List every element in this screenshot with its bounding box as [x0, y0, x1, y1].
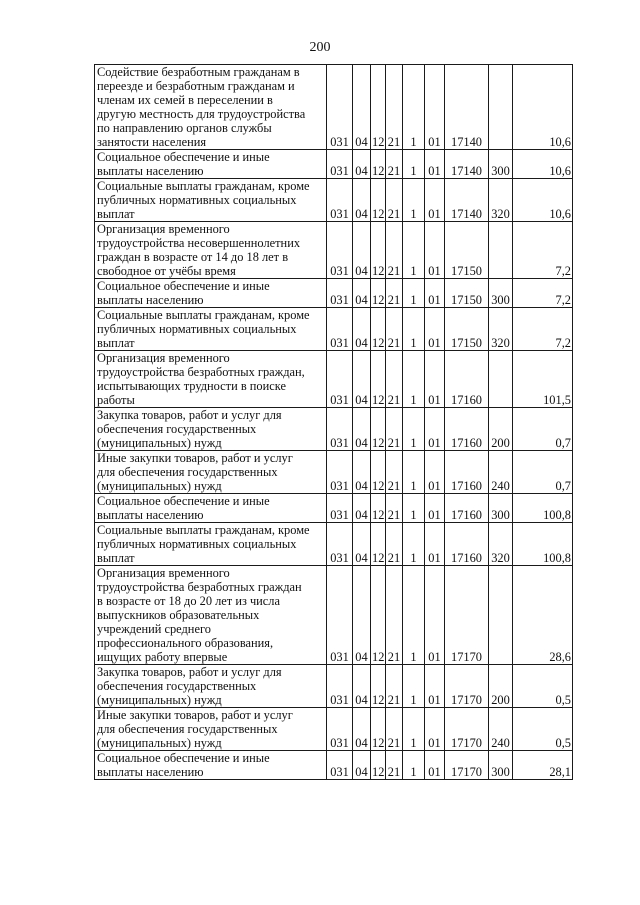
expense-name-cell [95, 751, 327, 780]
table-row [95, 523, 573, 566]
direction-code-cell: 17140 [445, 150, 489, 179]
expense-name-line: публичных нормативных социальных [97, 193, 297, 207]
expense-type-code-cell: 320 [489, 308, 513, 351]
expense-name-cell [95, 222, 327, 279]
expense-name-line: Социальное обеспечение и иные [97, 751, 270, 765]
table-body [95, 65, 573, 780]
expense-name-line: учреждений среднего [97, 622, 211, 636]
ministry-code-cell: 031 [327, 751, 353, 780]
budget-table [94, 64, 573, 780]
expense-name-cell [95, 708, 327, 751]
program-code-cell: 21 [386, 408, 403, 451]
ministry-code-cell: 031 [327, 308, 353, 351]
subsection-code-cell: 12 [371, 665, 386, 708]
amount-cell: 10,6 [513, 179, 573, 222]
amount-cell: 0,7 [513, 408, 573, 451]
expense-name-cell [95, 65, 327, 150]
direction-code-cell: 17150 [445, 222, 489, 279]
subprogram-code-cell: 1 [403, 523, 425, 566]
expense-name-line: граждан в возрасте от 14 до 18 лет в [97, 250, 289, 264]
subsection-code-cell: 12 [371, 222, 386, 279]
direction-code-cell: 17140 [445, 65, 489, 150]
section-code-cell: 04 [353, 708, 371, 751]
program-code-cell: 21 [386, 751, 403, 780]
expense-name-line: Социальные выплаты гражданам, кроме [97, 179, 310, 193]
expense-name-line: Социальное обеспечение и иные [97, 494, 270, 508]
program-code-cell: 21 [386, 179, 403, 222]
table-row [95, 751, 573, 780]
expense-name-line: профессионального образования, [97, 636, 274, 650]
expense-name-line: ищущих работу впервые [97, 650, 228, 664]
table-row [95, 708, 573, 751]
ministry-code-cell: 031 [327, 65, 353, 150]
expense-name-line: выплаты населению [97, 164, 204, 178]
direction-code-cell: 17170 [445, 751, 489, 780]
expense-type-code-cell: 300 [489, 494, 513, 523]
expense-name-line: трудоустройства безработных граждан [97, 580, 302, 594]
expense-name-line: Организация временного [97, 566, 230, 580]
subprogram-code-cell: 1 [403, 222, 425, 279]
expense-name-line: Иные закупки товаров, работ и услуг [97, 451, 293, 465]
direction-code-cell: 17170 [445, 665, 489, 708]
main-activity-code-cell: 01 [425, 494, 445, 523]
subprogram-code-cell: 1 [403, 665, 425, 708]
main-activity-code-cell: 01 [425, 351, 445, 408]
subprogram-code-cell: 1 [403, 308, 425, 351]
subsection-code-cell: 12 [371, 451, 386, 494]
expense-name-cell [95, 279, 327, 308]
expense-name-line: занятости населения [97, 135, 207, 149]
section-code-cell: 04 [353, 494, 371, 523]
ministry-code-cell: 031 [327, 279, 353, 308]
direction-code-cell: 17170 [445, 566, 489, 665]
subprogram-code-cell: 1 [403, 708, 425, 751]
expense-name-line: выплат [97, 207, 135, 221]
table-row [95, 222, 573, 279]
expense-name-line: Организация временного [97, 351, 230, 365]
expense-type-code-cell [489, 65, 513, 150]
subsection-code-cell: 12 [371, 279, 386, 308]
expense-name-line: Содействие безработным гражданам в [97, 65, 300, 79]
subprogram-code-cell: 1 [403, 451, 425, 494]
subprogram-code-cell: 1 [403, 751, 425, 780]
ministry-code-cell: 031 [327, 566, 353, 665]
direction-code-cell: 17160 [445, 408, 489, 451]
amount-cell: 0,5 [513, 665, 573, 708]
ministry-code-cell: 031 [327, 150, 353, 179]
expense-name-line: обеспечения государственных [97, 679, 257, 693]
main-activity-code-cell: 01 [425, 708, 445, 751]
ministry-code-cell: 031 [327, 708, 353, 751]
main-activity-code-cell: 01 [425, 408, 445, 451]
ministry-code-cell: 031 [327, 494, 353, 523]
section-code-cell: 04 [353, 523, 371, 566]
main-activity-code-cell: 01 [425, 179, 445, 222]
subsection-code-cell: 12 [371, 351, 386, 408]
direction-code-cell: 17160 [445, 451, 489, 494]
ministry-code-cell: 031 [327, 222, 353, 279]
subsection-code-cell: 12 [371, 494, 386, 523]
direction-code-cell: 17160 [445, 494, 489, 523]
expense-name-line: выплаты населению [97, 508, 204, 522]
expense-name-cell [95, 494, 327, 523]
direction-code-cell: 17140 [445, 179, 489, 222]
expense-name-cell [95, 451, 327, 494]
table-row [95, 566, 573, 665]
expense-name-cell [95, 665, 327, 708]
expense-type-code-cell: 320 [489, 523, 513, 566]
expense-name-cell [95, 308, 327, 351]
ministry-code-cell: 031 [327, 351, 353, 408]
section-code-cell: 04 [353, 451, 371, 494]
expense-name-line: Социальное обеспечение и иные [97, 279, 270, 293]
amount-cell: 7,2 [513, 279, 573, 308]
expense-name-line: (муниципальных) нужд [97, 479, 222, 493]
program-code-cell: 21 [386, 279, 403, 308]
expense-name-line: (муниципальных) нужд [97, 736, 222, 750]
amount-cell: 101,5 [513, 351, 573, 408]
program-code-cell: 21 [386, 222, 403, 279]
expense-name-line: выпускников образовательных [97, 608, 260, 622]
expense-name-line: (муниципальных) нужд [97, 436, 222, 450]
expense-type-code-cell: 240 [489, 451, 513, 494]
section-code-cell: 04 [353, 351, 371, 408]
expense-name-line: трудоустройства несовершеннолетних [97, 236, 301, 250]
expense-name-line: публичных нормативных социальных [97, 537, 297, 551]
section-code-cell: 04 [353, 222, 371, 279]
expense-name-line: публичных нормативных социальных [97, 322, 297, 336]
amount-cell: 100,8 [513, 523, 573, 566]
expense-name-line: выплаты населению [97, 765, 204, 779]
table-row [95, 65, 573, 150]
expense-name-cell [95, 566, 327, 665]
main-activity-code-cell: 01 [425, 150, 445, 179]
subprogram-code-cell: 1 [403, 351, 425, 408]
expense-type-code-cell: 300 [489, 751, 513, 780]
expense-name-line: переезде и безработным гражданам и [97, 79, 295, 93]
program-code-cell: 21 [386, 351, 403, 408]
main-activity-code-cell: 01 [425, 751, 445, 780]
expense-name-cell [95, 523, 327, 566]
section-code-cell: 04 [353, 279, 371, 308]
ministry-code-cell: 031 [327, 408, 353, 451]
subsection-code-cell: 12 [371, 408, 386, 451]
expense-name-line: для обеспечения государственных [97, 465, 278, 479]
direction-code-cell: 17160 [445, 523, 489, 566]
expense-name-cell [95, 408, 327, 451]
expense-name-line: Закупка товаров, работ и услуг для [97, 408, 282, 422]
expense-name-line: испытывающих трудности в поиске [97, 379, 286, 393]
section-code-cell: 04 [353, 65, 371, 150]
expense-name-cell [95, 351, 327, 408]
direction-code-cell: 17150 [445, 308, 489, 351]
subsection-code-cell: 12 [371, 65, 386, 150]
expense-name-line: выплат [97, 551, 135, 565]
direction-code-cell: 17160 [445, 351, 489, 408]
program-code-cell: 21 [386, 708, 403, 751]
program-code-cell: 21 [386, 65, 403, 150]
expense-name-line: для обеспечения государственных [97, 722, 278, 736]
subprogram-code-cell: 1 [403, 566, 425, 665]
amount-cell: 10,6 [513, 65, 573, 150]
subprogram-code-cell: 1 [403, 179, 425, 222]
section-code-cell: 04 [353, 566, 371, 665]
table-row [95, 179, 573, 222]
expense-name-line: Закупка товаров, работ и услуг для [97, 665, 282, 679]
table-row [95, 451, 573, 494]
main-activity-code-cell: 01 [425, 308, 445, 351]
program-code-cell: 21 [386, 566, 403, 665]
main-activity-code-cell: 01 [425, 222, 445, 279]
amount-cell: 0,5 [513, 708, 573, 751]
amount-cell: 28,1 [513, 751, 573, 780]
expense-name-line: Иные закупки товаров, работ и услуг [97, 708, 293, 722]
expense-type-code-cell: 320 [489, 179, 513, 222]
expense-name-cell [95, 150, 327, 179]
subsection-code-cell: 12 [371, 179, 386, 222]
program-code-cell: 21 [386, 150, 403, 179]
section-code-cell: 04 [353, 308, 371, 351]
main-activity-code-cell: 01 [425, 523, 445, 566]
program-code-cell: 21 [386, 451, 403, 494]
expense-name-line: работы [97, 393, 135, 407]
section-code-cell: 04 [353, 408, 371, 451]
subsection-code-cell: 12 [371, 523, 386, 566]
subprogram-code-cell: 1 [403, 65, 425, 150]
subsection-code-cell: 12 [371, 708, 386, 751]
table-row [95, 279, 573, 308]
expense-type-code-cell: 200 [489, 665, 513, 708]
expense-name-line: (муниципальных) нужд [97, 693, 222, 707]
expense-name-line: Социальные выплаты гражданам, кроме [97, 308, 310, 322]
program-code-cell: 21 [386, 523, 403, 566]
main-activity-code-cell: 01 [425, 665, 445, 708]
section-code-cell: 04 [353, 665, 371, 708]
table-row [95, 308, 573, 351]
ministry-code-cell: 031 [327, 523, 353, 566]
expense-type-code-cell [489, 566, 513, 665]
expense-type-code-cell: 240 [489, 708, 513, 751]
subsection-code-cell: 12 [371, 150, 386, 179]
subprogram-code-cell: 1 [403, 279, 425, 308]
subprogram-code-cell: 1 [403, 408, 425, 451]
subsection-code-cell: 12 [371, 566, 386, 665]
amount-cell: 10,6 [513, 150, 573, 179]
expense-type-code-cell [489, 222, 513, 279]
expense-name-line: членам их семей в переселении в [97, 93, 273, 107]
program-code-cell: 21 [386, 308, 403, 351]
expense-name-line: выплаты населению [97, 293, 204, 307]
section-code-cell: 04 [353, 150, 371, 179]
expense-type-code-cell [489, 351, 513, 408]
expense-name-line: Организация временного [97, 222, 230, 236]
expense-name-line: обеспечения государственных [97, 422, 257, 436]
table-row [95, 351, 573, 408]
subprogram-code-cell: 1 [403, 494, 425, 523]
expense-name-line: по направлению органов службы [97, 121, 272, 135]
main-activity-code-cell: 01 [425, 65, 445, 150]
expense-type-code-cell: 300 [489, 150, 513, 179]
main-activity-code-cell: 01 [425, 451, 445, 494]
main-activity-code-cell: 01 [425, 279, 445, 308]
expense-name-line: Социальное обеспечение и иные [97, 150, 270, 164]
direction-code-cell: 17170 [445, 708, 489, 751]
expense-name-line: выплат [97, 336, 135, 350]
table-row [95, 665, 573, 708]
amount-cell: 7,2 [513, 308, 573, 351]
expense-name-line: в возрасте от 18 до 20 лет из числа [97, 594, 280, 608]
expense-type-code-cell: 200 [489, 408, 513, 451]
expense-name-line: трудоустройства безработных граждан, [97, 365, 305, 379]
subsection-code-cell: 12 [371, 308, 386, 351]
table-row [95, 494, 573, 523]
table-row [95, 150, 573, 179]
amount-cell: 7,2 [513, 222, 573, 279]
section-code-cell: 04 [353, 179, 371, 222]
direction-code-cell: 17150 [445, 279, 489, 308]
program-code-cell: 21 [386, 494, 403, 523]
subprogram-code-cell: 1 [403, 150, 425, 179]
amount-cell: 28,6 [513, 566, 573, 665]
table-row [95, 408, 573, 451]
section-code-cell: 04 [353, 751, 371, 780]
page-number: 200 [309, 40, 331, 55]
program-code-cell: 21 [386, 665, 403, 708]
amount-cell: 100,8 [513, 494, 573, 523]
ministry-code-cell: 031 [327, 451, 353, 494]
expense-type-code-cell: 300 [489, 279, 513, 308]
expense-name-line: Социальные выплаты гражданам, кроме [97, 523, 310, 537]
amount-cell: 0,7 [513, 451, 573, 494]
expense-name-line: другую местность для трудоустройства [97, 107, 306, 121]
subsection-code-cell: 12 [371, 751, 386, 780]
expense-name-line: свободное от учёбы время [97, 264, 236, 278]
expense-name-cell [95, 179, 327, 222]
ministry-code-cell: 031 [327, 665, 353, 708]
ministry-code-cell: 031 [327, 179, 353, 222]
main-activity-code-cell: 01 [425, 566, 445, 665]
